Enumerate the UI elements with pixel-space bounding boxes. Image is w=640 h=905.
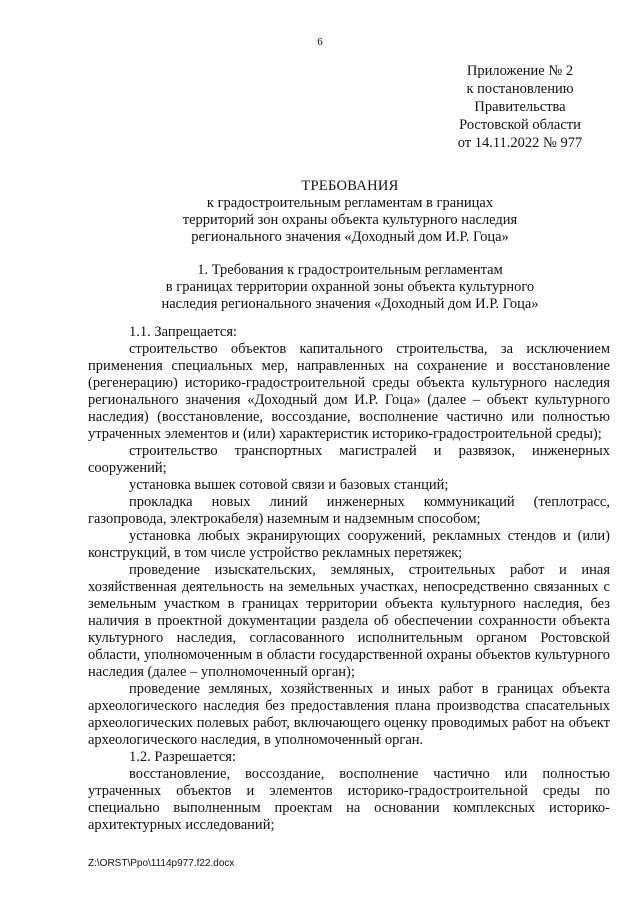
- appendix-header: [440, 62, 600, 152]
- section-heading: [60, 262, 640, 313]
- section-line: наследия регионального значения «Доходный дом И.Р. Гоца»: [161, 296, 539, 312]
- paragraph: восстановление, воссоздание, восполнение частично или полностью утраченных объектов и элементов историко-градостроительной среды по специально выполненным проектам на основании комплексных историко-архитектурных исследований;: [88, 766, 610, 833]
- appendix-line: Приложение № 2: [466, 63, 574, 79]
- paragraph-clause-heading: 1.2. Разрешается:: [129, 749, 236, 765]
- appendix-line: от 14.11.2022 № 977: [457, 135, 583, 151]
- title-main: ТРЕБОВАНИЯ: [301, 178, 399, 194]
- file-path-footer: Z:\ORST\Ppo\1114p977.f22.docx: [88, 858, 235, 869]
- title-line: территорий зон охраны объекта культурного наследия: [182, 212, 518, 228]
- body-text: [88, 324, 610, 834]
- title-line: регионального значения «Доходный дом И.Р. Гоца»: [191, 229, 509, 245]
- appendix-line: к постановлению: [466, 81, 574, 97]
- appendix-line: Ростовской области: [459, 117, 581, 133]
- paragraph: строительство транспортных магистралей и развязок, инженерных сооружений;: [88, 443, 610, 476]
- paragraph: строительство объектов капитального строительства, за исключением применения специальных мер, направленных на сохранение и восстановление (регенерацию) историко-градостроительной среды объекта культурного наследия регионального значения «Доходный дом И.Р. Гоца» (далее – объект культурного наследия) (восстановление, воссоздание, восполнение частично или полностью утраченных элементов и (или) характеристик историко-градостроительной среды);: [88, 341, 610, 442]
- paragraph: проведение изыскательских, земляных, строительных работ и иная хозяйственная деятельность на земельных участках, непосредственно связанных с земельным участком в границах территории объекта культурного наследия, без наличия в проектной документации раздела об обеспечении сохранности объекта культурного наследия, согласованного исполнительным органом Ростовской области, уполномоченным в области государственной охраны объектов культурного наследия (далее – уполномоченный орган);: [88, 562, 610, 680]
- paragraph-clause-heading: 1.1. Запрещается:: [129, 324, 238, 340]
- paragraph: установка вышек сотовой связи и базовых станций;: [129, 477, 449, 493]
- section-line: 1. Требования к градостроительным регламентам: [197, 262, 503, 278]
- appendix-line: Правительства: [474, 99, 566, 115]
- paragraph: установка любых экранирующих сооружений, рекламных стендов и (или) конструкций, в том числе устройство рекламных перетяжек;: [88, 528, 610, 561]
- title-line: к градостроительным регламентам в границах: [206, 195, 494, 211]
- page-number: 6: [317, 36, 323, 48]
- document-title: [60, 178, 640, 246]
- paragraph: прокладка новых линий инженерных коммуникаций (теплотрасс, газопровода, электрокабеля) наземным и надземным способом;: [88, 494, 610, 527]
- section-line: в границах территории охранной зоны объекта культурного: [165, 279, 535, 295]
- paragraph: проведение земляных, хозяйственных и иных работ в границах объекта археологического наследия без предоставления плана производства спасательных археологических полевых работ, включающего оценку проводимых работ на объект археологического наследия, в уполномоченный орган.: [88, 681, 610, 748]
